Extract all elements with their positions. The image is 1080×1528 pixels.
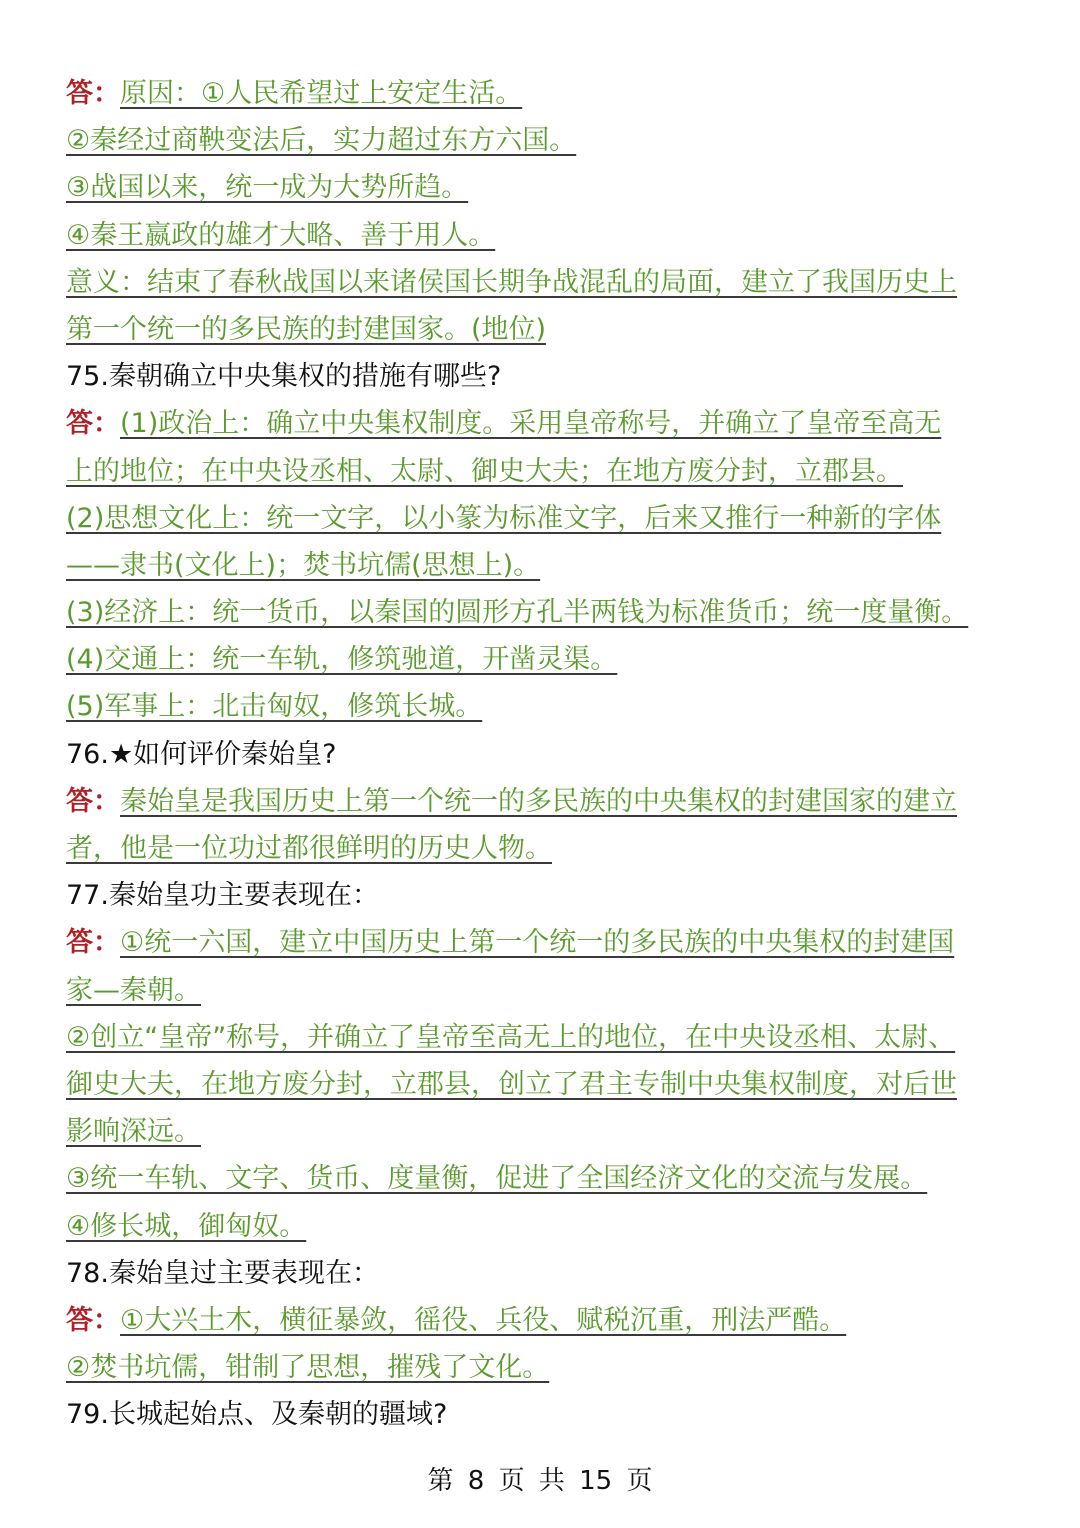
- text-line: [66, 825, 1016, 872]
- answer-text: ②焚书坑儒，钳制了思想，摧残了文化。: [66, 1352, 550, 1384]
- answer-text: (1)政治上：确立中央集权制度。采用皇帝称号，并确立了皇帝至高无: [120, 408, 942, 440]
- text-line: [66, 495, 1016, 542]
- answer-label: 答：: [66, 408, 120, 440]
- answer-text: ①大兴土木，横征暴敛，徭役、兵役、赋税沉重，刑法严酷。: [120, 1304, 847, 1336]
- answer-text: (2)思想文化上：统一文字，以小篆为标准文字，后来又推行一种新的字体: [66, 502, 942, 534]
- question-78: 78.秦始皇过主要表现在：: [66, 1257, 379, 1289]
- text-line: [66, 212, 1016, 259]
- text-line: [66, 1061, 1016, 1108]
- answer-text: (3)经济上：统一货币，以秦国的圆形方孔半两钱为标准货币；统一度量衡。: [66, 597, 969, 629]
- text-line: [66, 306, 1016, 353]
- answer-text: ③战国以来，统一成为大势所趋。: [66, 172, 469, 204]
- text-line: [66, 1297, 1016, 1344]
- answer-text: ④修长城，御匈奴。: [66, 1210, 307, 1242]
- text-line: [66, 70, 1016, 117]
- text-line: [66, 448, 1016, 495]
- answer-text: 原因：①人民希望过上安定生活。: [120, 78, 523, 109]
- text-line: [66, 967, 1016, 1014]
- text-line: [66, 400, 1016, 447]
- text-line: [66, 1203, 1016, 1250]
- answer-label: 答：: [66, 927, 120, 959]
- answer-text: ①统一六国，建立中国历史上第一个统一的多民族的中央集权的封建国: [120, 927, 955, 959]
- text-line: [66, 1344, 1016, 1391]
- answer-text: 意义：结束了春秋战国以来诸侯国长期争战混乱的局面，建立了我国历史上: [66, 266, 957, 298]
- answer-label: 答：: [66, 1304, 120, 1336]
- answer-text: ②创立“皇帝”称号，并确立了皇帝至高无上的地位，在中央设丞相、太尉、: [66, 1021, 956, 1053]
- answer-text: 秦始皇是我国历史上第一个统一的多民族的中央集权的封建国家的建立: [120, 785, 957, 817]
- answer-text: (5)军事上：北击匈奴，修筑长城。: [66, 691, 483, 723]
- text-line: [66, 1014, 1016, 1061]
- document-body: [66, 70, 1016, 1438]
- answer-text: 御史大夫，在地方废分封，立郡县，创立了君主专制中央集权制度，对后世: [66, 1068, 957, 1100]
- question-75: 75.秦朝确立中央集权的措施有哪些?: [66, 361, 502, 393]
- text-line: [66, 636, 1016, 683]
- answer-text: 者，他是一位功过都很鲜明的历史人物。: [66, 833, 552, 864]
- text-line: [66, 259, 1016, 306]
- text-line: [66, 542, 1016, 589]
- answer-text: 上的地位；在中央设丞相、太尉、御史大夫；在地方废分封，立郡县。: [66, 455, 903, 487]
- answer-label: 答：: [66, 78, 120, 109]
- text-line: [66, 117, 1016, 164]
- answer-text: ②秦经过商鞅变法后，实力超过东方六国。: [66, 125, 577, 157]
- text-line: [66, 164, 1016, 211]
- answer-text: 家—秦朝。: [66, 974, 201, 1006]
- text-line: [66, 1108, 1016, 1155]
- text-line: [66, 589, 1016, 636]
- question-76: 76.★如何评价秦始皇?: [66, 738, 337, 770]
- answer-text: ③统一车轨、文字、货币、度量衡，促进了全国经济文化的交流与发展。: [66, 1163, 928, 1195]
- text-line: [66, 919, 1016, 966]
- answer-label: 答：: [66, 785, 120, 817]
- question-77: 77.秦始皇功主要表现在：: [66, 880, 379, 912]
- answer-text: ④秦王嬴政的雄才大略、善于用人。: [66, 219, 496, 251]
- text-line: [66, 683, 1016, 730]
- answer-text: 影响深远。: [66, 1116, 201, 1148]
- answer-text: 第一个统一的多民族的封建国家。(地位): [66, 313, 547, 345]
- text-line: [66, 778, 1016, 825]
- question-79: 79.长城起始点、及秦朝的疆域?: [66, 1399, 448, 1431]
- text-line: [66, 1155, 1016, 1202]
- answer-text: ——隶书(文化上)；焚书坑儒(思想上)。: [66, 549, 541, 581]
- answer-text: (4)交通上：统一车轨，修筑驰道，开凿灵渠。: [66, 644, 618, 676]
- page-number: 第 8 页 共 15 页: [427, 1466, 653, 1496]
